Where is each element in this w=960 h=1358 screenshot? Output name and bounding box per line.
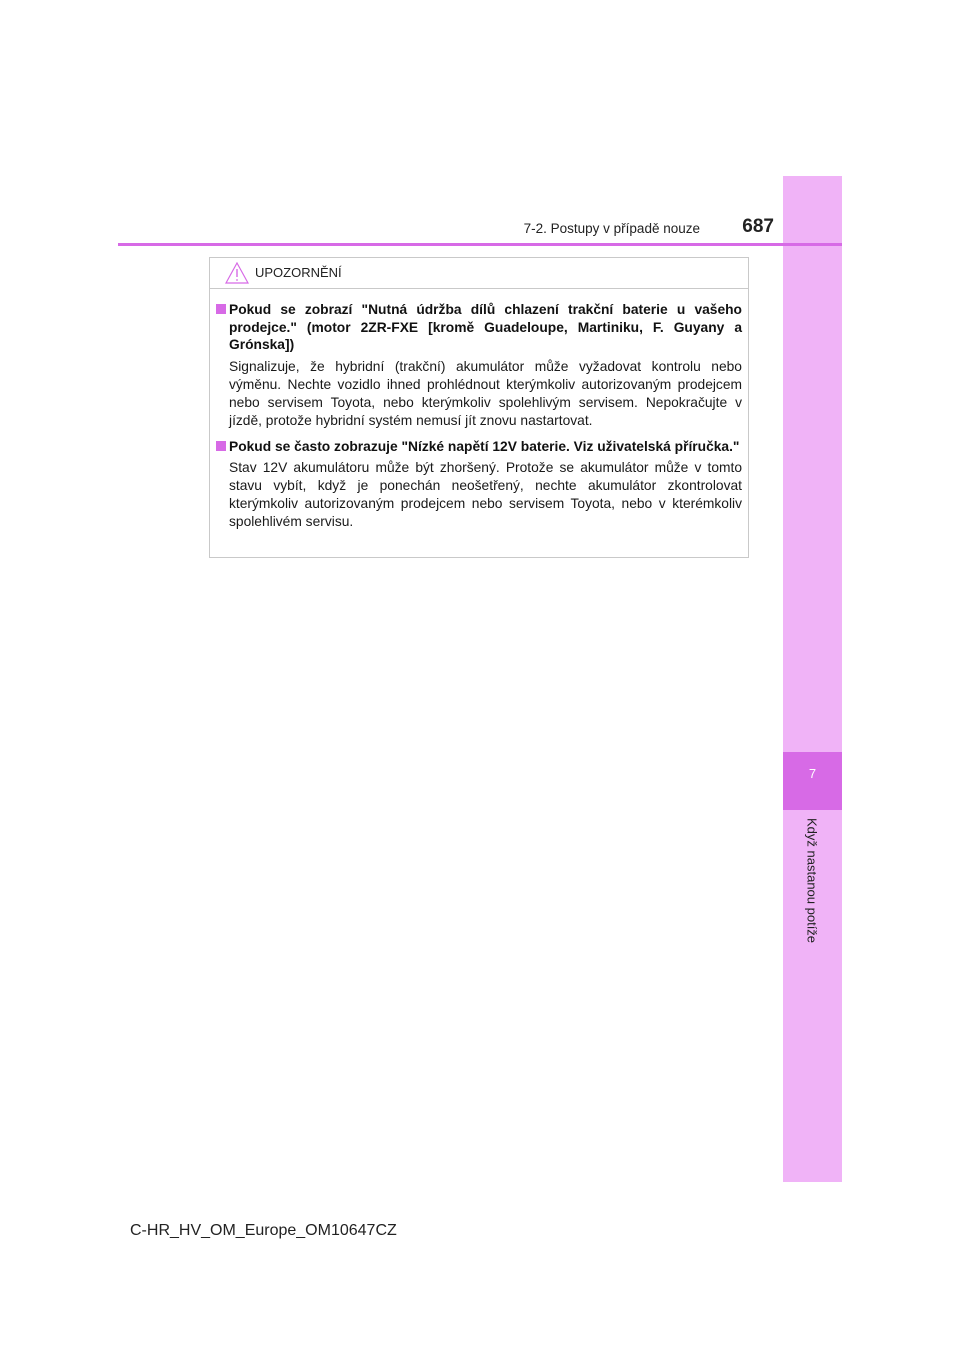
warning-item — [216, 301, 742, 430]
chapter-title: Když nastanou potíže — [804, 818, 820, 944]
warning-triangle-icon — [225, 262, 249, 284]
document-id: C-HR_HV_OM_Europe_OM10647CZ — [130, 1222, 397, 1239]
warning-item-heading — [216, 438, 742, 456]
square-bullet-icon — [216, 441, 226, 451]
page-number: 687 — [742, 216, 774, 237]
chapter-number: 7 — [808, 766, 817, 781]
warning-item-heading — [216, 301, 742, 354]
warning-item-text: Signalizuje, že hybridní (trakční) akumulátor může vyžadovat kontrolu nebo výměnu. Nechte vozidlo ihned prohlédnout kterýmkoliv autorizovaným prodejcem nebo servisem Toyota, nebo kterýmkoliv spolehlivým servisem. Nepokračujte v jízdě, protože hybridní systém nemusí jít znovu nastartovat. — [229, 358, 742, 428]
chapter-number-box — [783, 752, 842, 810]
header-divider — [118, 243, 842, 246]
square-bullet-icon — [216, 304, 226, 314]
warning-box — [209, 257, 749, 558]
warning-header — [210, 258, 748, 289]
warning-item — [216, 438, 742, 532]
warning-item-title: Pokud se zobrazí "Nutná údržba dílů chlazení trakční baterie u vašeho prodejce." (motor 2ZR-FXE [kromě Guadeloupe, Martiniku, F. Guyany a Grónska]) — [229, 302, 742, 352]
warning-body — [210, 289, 748, 531]
chapter-side-tab — [783, 176, 842, 1182]
warning-item-text: Stav 12V akumulátoru může být zhoršený. Protože se akumulátor může v tomto stavu vybít, když je ponechán neošetřený, nechte akumulátor zkontrolovat kterýmkoliv autorizovaným prodejcem nebo servisem Toyota, nebo v kterémkoliv spolehlivém servisu. — [229, 460, 742, 529]
section-title: 7-2. Postupy v případě nouze — [523, 221, 700, 236]
warning-title: UPOZORNĚNÍ — [255, 265, 342, 280]
warning-item-title: Pokud se často zobrazuje "Nízké napětí 12V baterie. Viz uživatelská příručka." — [229, 438, 740, 454]
